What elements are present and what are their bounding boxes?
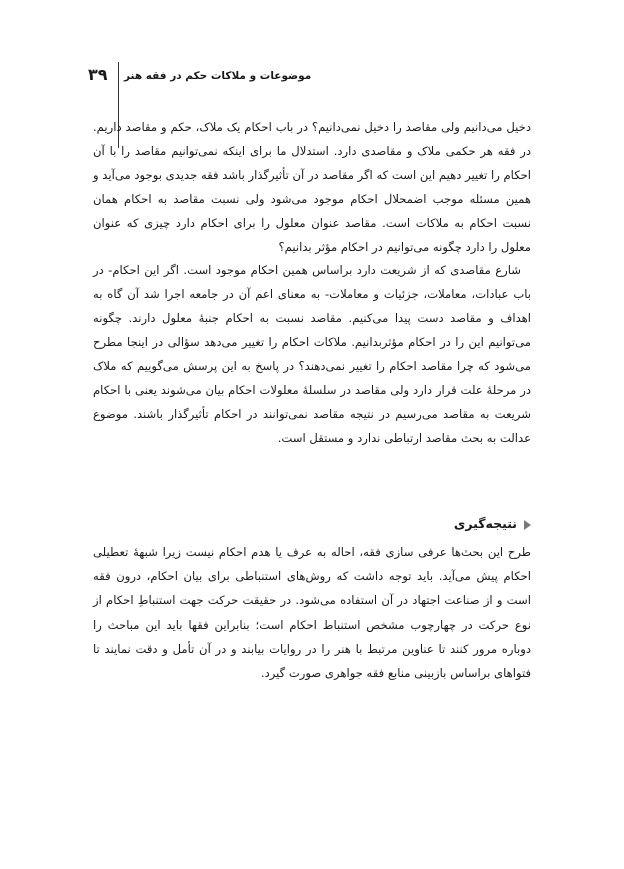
main-body-text: [93, 116, 531, 451]
conclusion-paragraph: طرح این بحث‌ها عرفی سازی فقه، احاله به عرف یا هدم احکام نیست زیرا شبههٔ تعطیلی احکام پیش می‌آید. باید توجه داشت که روش‌های استنباطی برای بیان احکام، درون فقه است و از صناعت اجتهاد در آن استفاده می‌شود. در حقیقت حرکت جهت استنباطِ احکام از نوع حرکت در چهارچوب مشخص استنباط احکام است؛ بنابراین فقها باید این مباحث را دوباره مرور کنند تا عناوین مرتبط با هنر را در روایات بیابند و در آن تأمل و دقت نمایند تا فتواهای براساس بازبینی منابع فقه جواهری صورت گیرد.: [93, 545, 531, 681]
running-header: [0, 62, 624, 102]
body-paragraph: دخیل می‌دانیم ولی مقاصد را دخیل نمی‌دانیم؟ در باب احکام یک ملاک، حکم و مقاصد داریم. در فقه هر حکمی ملاک و مقاصدی دارد. استدلال ما برای اینکه نمی‌توانیم مقاصد را با آن احکام را تغییر دهیم این است که اگر مقاصد در آن تأثیرگذار باشد فقه جدیدی بوجود می‌آید و همین مسئله موجب اضمحلال احکام موجود می‌شود ولی نسبت مقاصد به احکام همان نسبت احکام به ملاکات است. مقاصد عنوان معلول را برای احکام دارد چیزی که عنوان معلول را دارد چگونه می‌توانیم در احکام مؤثر بدانیم؟: [93, 120, 531, 254]
page-number: ۳۹: [88, 65, 108, 84]
triangle-bullet-icon: [524, 520, 531, 530]
header-title: موضوعات و ملاکات حکم در فقه هنر: [124, 70, 312, 82]
body-paragraph: شارع مقاصدی که از شریعت دارد براساس همین احکام موجود است. اگر این احکام- در باب عبادات، معاملات، جزئیات و معاملات- به معنای اعم آن در جامعه اجرا شد آن گاه به اهداف و مقاصد دست پیدا می‌کنیم. مقاصد نسبت به احکام جنبهٔ معلول دارند. چگونه می‌توانیم این را در احکام مؤثربدانیم. ملاکات احکام را تغییر می‌دهد سؤالی در اینجا مطرح می‌شود که چرا مقاصد احکام را تغییر نمی‌دهند؟ در پاسخ به این پرسش می‌گوییم که ملاک در مرحلهٔ علت قرار دارد ولی مقاصد در سلسلهٔ معلولات احکام بیان می‌شوند یعنی با احکام شریعت به مقاصد می‌رسیم در نتیجه مقاصد نمی‌توانند در احکام تأثیرگذار باشند. موضوع عدالت به بحث مقاصد ارتباطی ندارد و مستقل است.: [93, 263, 531, 445]
conclusion-text: [93, 540, 531, 685]
section-heading: [93, 514, 531, 534]
section-heading-text: نتیجه‌گیری: [453, 516, 517, 531]
